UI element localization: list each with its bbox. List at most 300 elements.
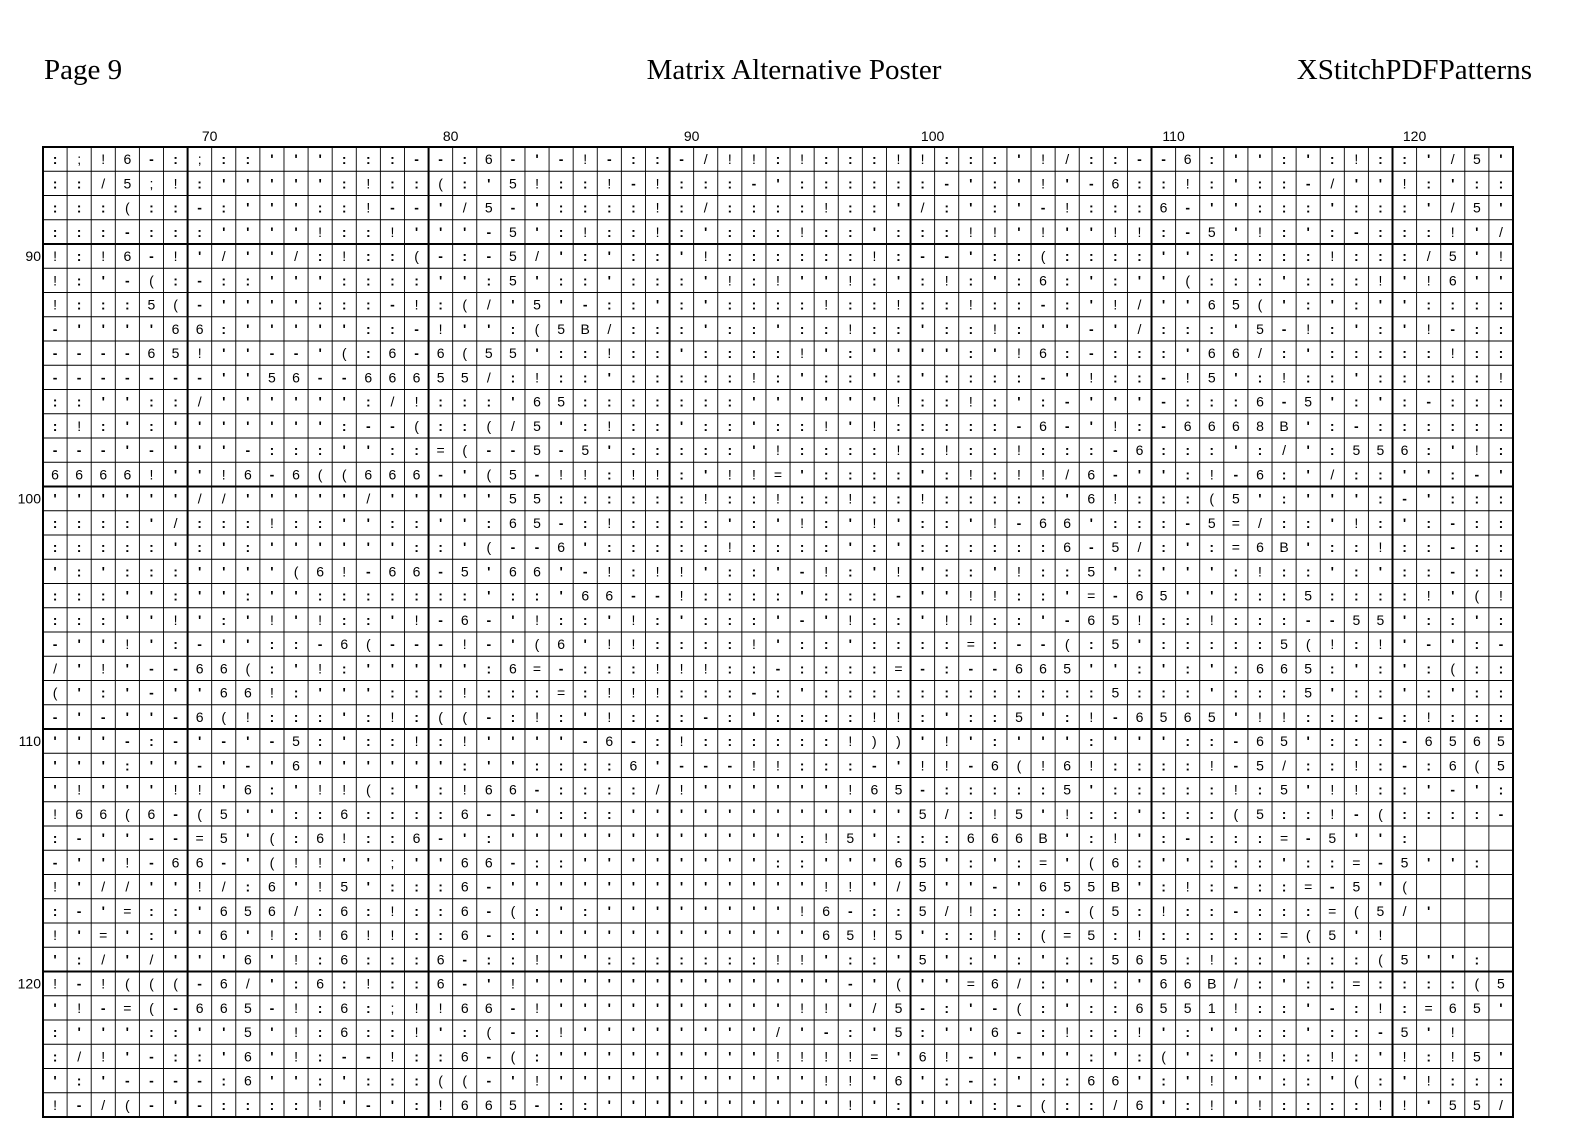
stitch-symbol: :: [751, 199, 757, 216]
stitch-symbol: :: [1354, 563, 1359, 580]
stitch-symbol: :: [125, 296, 130, 313]
stitch-symbol: 5: [1352, 611, 1361, 628]
stitch-symbol: 6: [316, 975, 325, 992]
stitch-symbol: :: [414, 539, 419, 556]
stitch-symbol: :: [799, 757, 805, 774]
stitch-symbol: !: [1113, 417, 1118, 434]
stitch-symbol: :: [582, 611, 588, 628]
stitch-symbol: 6: [1039, 272, 1047, 289]
stitch-symbol: -: [438, 151, 443, 168]
stitch-symbol: :: [414, 708, 419, 725]
stitch-symbol: -: [1281, 320, 1287, 337]
stitch-symbol: ': [824, 951, 828, 968]
stitch-symbol: ': [1234, 442, 1238, 459]
stitch-symbol: 5: [894, 1024, 903, 1041]
stitch-symbol: =: [1424, 999, 1433, 1016]
stitch-symbol: ': [872, 223, 877, 240]
stitch-symbol: !: [125, 854, 130, 871]
stitch-symbol: !: [1306, 320, 1311, 337]
stitch-symbol: ': [1426, 199, 1431, 216]
stitch-symbol: ': [824, 805, 828, 822]
stitch-symbol: :: [992, 442, 998, 459]
stitch-symbol: 5: [460, 563, 469, 580]
stitch-symbol: :: [992, 902, 998, 919]
stitch-symbol: !: [559, 1024, 564, 1041]
stitch-symbol: :: [1088, 248, 1094, 265]
stitch-symbol: ': [655, 854, 660, 871]
stitch-symbol: :: [847, 199, 853, 216]
stitch-symbol: ': [535, 223, 539, 240]
stitch-symbol: -: [582, 733, 588, 750]
stitch-symbol: :: [1378, 781, 1383, 798]
stitch-symbol: !: [1258, 223, 1262, 240]
stitch-symbol: :: [462, 587, 468, 604]
stitch-symbol: 6: [460, 902, 469, 919]
stitch-symbol: !: [679, 781, 684, 798]
stitch-symbol: -: [1378, 708, 1383, 725]
stitch-symbol: ': [583, 1072, 587, 1089]
stitch-symbol: ': [1282, 296, 1286, 313]
stitch-symbol: ': [945, 345, 949, 362]
stitch-symbol: ': [1041, 320, 1045, 337]
stitch-symbol: 6: [1183, 417, 1192, 434]
stitch-symbol: ': [1426, 1096, 1431, 1113]
stitch-symbol: ': [1065, 223, 1069, 240]
stitch-symbol: 6: [316, 563, 325, 580]
stitch-symbol: -: [149, 854, 154, 871]
stitch-symbol: :: [1088, 1024, 1094, 1041]
stitch-symbol: !: [390, 927, 395, 944]
stitch-symbol: !: [1209, 951, 1214, 968]
stitch-symbol: :: [823, 320, 829, 337]
stitch-symbol: 6: [316, 830, 325, 847]
stitch-symbol: ': [222, 1024, 226, 1041]
stitch-symbol: :: [582, 684, 588, 701]
stitch-symbol: :: [1040, 975, 1046, 992]
stitch-symbol: :: [1474, 417, 1480, 434]
stitch-symbol: ': [1475, 781, 1479, 798]
stitch-symbol: ': [1354, 175, 1359, 192]
stitch-symbol: ': [1426, 951, 1431, 968]
stitch-symbol: ': [173, 757, 178, 774]
stitch-symbol: !: [1330, 636, 1335, 653]
stitch-symbol: !: [1017, 466, 1021, 483]
stitch-symbol: ': [294, 611, 298, 628]
stitch-symbol: ': [655, 999, 660, 1016]
stitch-symbol: -: [125, 345, 130, 362]
stitch-symbol: (: [1402, 878, 1407, 895]
stitch-symbol: ;: [149, 175, 154, 192]
stitch-symbol: /: [776, 1024, 780, 1041]
stitch-symbol: -: [775, 660, 781, 677]
stitch-symbol: :: [920, 175, 925, 192]
stitch-symbol: ': [246, 369, 250, 386]
stitch-symbol: :: [1137, 660, 1142, 677]
stitch-symbol: ': [390, 490, 395, 507]
stitch-symbol: :: [992, 490, 998, 507]
stitch-symbol: ': [222, 393, 226, 410]
stitch-symbol: 5: [1400, 951, 1409, 968]
stitch-symbol: (: [486, 539, 492, 556]
stitch-symbol: :: [1329, 1024, 1335, 1041]
stitch-symbol: ': [294, 417, 298, 434]
stitch-symbol: ': [920, 1072, 925, 1089]
stitch-symbol: :: [847, 660, 853, 677]
stitch-symbol: !: [414, 393, 419, 410]
stitch-symbol: ': [366, 684, 370, 701]
stitch-symbol: 6: [557, 539, 566, 556]
stitch-symbol: ': [559, 733, 563, 750]
stitch-symbol: ': [1089, 514, 1093, 531]
column-number: 110: [1162, 128, 1185, 144]
stitch-symbol: ': [366, 878, 370, 895]
stitch-symbol: !: [1041, 223, 1046, 240]
stitch-symbol: ': [1137, 805, 1142, 822]
stitch-symbol: :: [1233, 927, 1239, 944]
stitch-symbol: ': [197, 1024, 202, 1041]
stitch-symbol: -: [390, 199, 395, 216]
stitch-symbol: :: [582, 757, 588, 774]
stitch-symbol: !: [607, 636, 612, 653]
stitch-symbol: :: [1257, 369, 1263, 386]
stitch-symbol: -: [847, 902, 853, 919]
stitch-symbol: 6: [990, 757, 999, 774]
stitch-symbol: :: [1209, 442, 1215, 459]
stitch-symbol: -: [679, 757, 684, 774]
stitch-symbol: :: [1016, 781, 1022, 798]
column-number: 120: [1402, 128, 1427, 144]
stitch-symbol: :: [438, 393, 443, 410]
stitch-symbol: -: [1040, 636, 1046, 653]
stitch-symbol: :: [1233, 587, 1239, 604]
stitch-symbol: ': [149, 878, 154, 895]
stitch-symbol: -: [100, 999, 106, 1016]
stitch-symbol: -: [365, 1096, 371, 1113]
stitch-symbol: -: [173, 369, 178, 386]
stitch-symbol: :: [390, 587, 395, 604]
stitch-symbol: :: [896, 369, 901, 386]
stitch-symbol: :: [76, 563, 82, 580]
stitch-symbol: =: [1063, 927, 1072, 944]
stitch-symbol: :: [1137, 175, 1142, 192]
stitch-symbol: 5: [1207, 223, 1216, 240]
stitch-symbol: ': [101, 272, 105, 289]
stitch-symbol: 6: [484, 999, 493, 1016]
stitch-symbol: :: [606, 466, 612, 483]
stitch-symbol: (: [438, 175, 443, 192]
stitch-symbol: !: [53, 878, 57, 895]
stitch-symbol: 6: [75, 805, 84, 822]
stitch-symbol: ': [1354, 320, 1359, 337]
stitch-symbol: :: [1257, 781, 1263, 798]
stitch-symbol: !: [896, 563, 901, 580]
row-number: 90: [25, 248, 41, 265]
stitch-symbol: -: [510, 151, 516, 168]
stitch-symbol: :: [944, 1072, 950, 1089]
stitch-symbol: :: [1450, 296, 1456, 313]
stitch-symbol: :: [992, 684, 998, 701]
stitch-symbol: :: [173, 902, 178, 919]
stitch-symbol: -: [486, 878, 492, 895]
stitch-symbol: -: [1474, 466, 1480, 483]
stitch-symbol: !: [583, 151, 588, 168]
stitch-symbol: :: [173, 272, 178, 289]
stitch-symbol: ': [920, 320, 925, 337]
stitch-symbol: 6: [147, 805, 156, 822]
stitch-symbol: ': [1378, 830, 1383, 847]
stitch-symbol: -: [1233, 878, 1239, 895]
stitch-symbol: :: [582, 660, 588, 677]
stitch-symbol: :: [52, 514, 58, 531]
stitch-symbol: :: [751, 272, 757, 289]
stitch-symbol: 5: [1448, 248, 1457, 265]
stitch-symbol: 6: [123, 248, 132, 265]
stitch-symbol: :: [1257, 272, 1263, 289]
stitch-symbol: /: [1330, 175, 1335, 192]
row-number: 120: [17, 975, 41, 992]
stitch-symbol: :: [341, 417, 347, 434]
stitch-symbol: ': [125, 393, 130, 410]
stitch-symbol: :: [631, 490, 636, 507]
stitch-symbol: /: [510, 417, 515, 434]
stitch-symbol: :: [1498, 490, 1504, 507]
stitch-symbol: :: [1402, 539, 1407, 556]
stitch-symbol: /: [920, 199, 925, 216]
stitch-symbol: :: [486, 951, 492, 968]
stitch-symbol: ': [1017, 151, 1021, 168]
stitch-symbol: -: [486, 636, 492, 653]
stitch-symbol: ': [1161, 248, 1166, 265]
stitch-symbol: ': [101, 490, 105, 507]
stitch-symbol: 5: [557, 393, 566, 410]
stitch-symbol: :: [775, 223, 781, 240]
stitch-symbol: 5: [1111, 636, 1120, 653]
stitch-symbol: !: [1209, 1072, 1214, 1089]
stitch-symbol: -: [534, 1096, 540, 1113]
stitch-symbol: 5: [147, 296, 156, 313]
stitch-symbol: :: [462, 1024, 468, 1041]
stitch-symbol: :: [1281, 151, 1287, 168]
stitch-symbol: :: [1161, 757, 1166, 774]
stitch-symbol: 1: [1207, 999, 1216, 1016]
stitch-symbol: :: [1281, 1072, 1287, 1089]
stitch-symbol: :: [1113, 805, 1118, 822]
stitch-symbol: ': [1402, 514, 1407, 531]
stitch-symbol: ': [1475, 272, 1479, 289]
stitch-symbol: :: [100, 514, 106, 531]
stitch-symbol: ': [197, 927, 202, 944]
stitch-symbol: !: [968, 611, 973, 628]
stitch-symbol: ': [848, 805, 852, 822]
stitch-symbol: :: [365, 296, 371, 313]
stitch-symbol: :: [944, 660, 950, 677]
stitch-symbol: -: [1161, 393, 1166, 410]
stitch-symbol: :: [1209, 320, 1215, 337]
stitch-symbol: ': [824, 272, 828, 289]
stitch-symbol: :: [1498, 320, 1504, 337]
stitch-symbol: :: [245, 151, 251, 168]
stitch-symbol: :: [390, 442, 395, 459]
stitch-symbol: :: [1281, 563, 1287, 580]
stitch-symbol: (: [1354, 1072, 1359, 1089]
stitch-symbol: ': [535, 151, 539, 168]
stitch-symbol: :: [872, 951, 877, 968]
stitch-symbol: -: [173, 660, 178, 677]
stitch-symbol: 5: [123, 175, 132, 192]
stitch-symbol: 6: [75, 466, 84, 483]
stitch-symbol: ': [246, 417, 250, 434]
stitch-symbol: ': [1378, 1048, 1383, 1065]
stitch-symbol: :: [390, 805, 395, 822]
stitch-symbol: :: [847, 684, 853, 701]
stitch-symbol: ': [679, 902, 684, 919]
stitch-symbol: !: [679, 660, 684, 677]
stitch-symbol: :: [823, 223, 829, 240]
stitch-symbol: ': [945, 587, 949, 604]
stitch-symbol: ': [752, 1024, 756, 1041]
stitch-symbol: :: [534, 854, 540, 871]
stitch-symbol: :: [365, 951, 371, 968]
stitch-symbol: ': [1499, 199, 1503, 216]
stitch-symbol: :: [655, 733, 660, 750]
stitch-symbol: 6: [509, 781, 517, 798]
stitch-symbol: ': [583, 1048, 587, 1065]
stitch-symbol: :: [799, 296, 805, 313]
stitch-symbol: :: [896, 636, 901, 653]
stitch-symbol: ': [583, 1024, 587, 1041]
stitch-symbol: 6: [219, 975, 228, 992]
stitch-symbol: ': [414, 757, 419, 774]
stitch-symbol: ': [679, 345, 684, 362]
stitch-symbol: 6: [1207, 296, 1216, 313]
stitch-symbol: :: [245, 514, 251, 531]
stitch-symbol: ': [1137, 393, 1142, 410]
stitch-symbol: ': [173, 466, 178, 483]
stitch-symbol: :: [872, 296, 877, 313]
stitch-symbol: ': [752, 781, 756, 798]
stitch-symbol: !: [776, 1048, 780, 1065]
stitch-symbol: 6: [219, 999, 228, 1016]
stitch-symbol: :: [1281, 514, 1287, 531]
stitch-symbol: -: [173, 1072, 178, 1089]
stitch-symbol: :: [1329, 417, 1335, 434]
stitch-symbol: 5: [171, 345, 180, 362]
stitch-symbol: !: [896, 151, 901, 168]
stitch-symbol: -: [76, 902, 82, 919]
stitch-symbol: -: [197, 272, 202, 289]
stitch-symbol: ': [463, 272, 467, 289]
stitch-symbol: 6: [412, 830, 421, 847]
stitch-symbol: :: [390, 272, 395, 289]
stitch-symbol: -: [173, 708, 178, 725]
stitch-symbol: :: [365, 902, 371, 919]
stitch-symbol: :: [438, 417, 443, 434]
stitch-symbol: 6: [340, 927, 349, 944]
stitch-symbol: :: [582, 805, 588, 822]
stitch-symbol: :: [414, 805, 419, 822]
stitch-symbol: (: [1233, 805, 1239, 822]
stitch-symbol: 6: [966, 830, 975, 847]
stitch-symbol: !: [824, 878, 829, 895]
stitch-symbol: !: [776, 272, 780, 289]
stitch-symbol: (: [125, 1096, 130, 1113]
stitch-symbol: :: [414, 514, 419, 531]
stitch-symbol: -: [510, 805, 516, 822]
stitch-symbol: !: [703, 660, 708, 677]
stitch-symbol: :: [582, 393, 588, 410]
stitch-symbol: 5: [1280, 733, 1288, 750]
stitch-symbol: -: [968, 660, 974, 677]
stitch-symbol: ': [704, 902, 708, 919]
stitch-symbol: 5: [1376, 442, 1385, 459]
stitch-symbol: =: [436, 442, 445, 459]
stitch-symbol: :: [149, 1024, 154, 1041]
stitch-symbol: :: [365, 345, 371, 362]
stitch-symbol: 5: [1448, 1096, 1457, 1113]
stitch-symbol: ': [583, 539, 587, 556]
stitch-symbol: :: [269, 781, 275, 798]
stitch-symbol: ': [414, 660, 419, 677]
stitch-symbol: ': [222, 951, 226, 968]
stitch-symbol: !: [559, 466, 564, 483]
stitch-symbol: :: [655, 393, 660, 410]
stitch-symbol: :: [462, 248, 468, 265]
stitch-symbol: :: [221, 320, 227, 337]
stitch-symbol: ': [1186, 296, 1190, 313]
stitch-symbol: ': [704, 223, 708, 240]
stitch-symbol: ': [511, 611, 515, 628]
stitch-symbol: :: [582, 490, 588, 507]
stitch-symbol: ': [438, 490, 443, 507]
stitch-symbol: :: [1305, 514, 1311, 531]
stitch-symbol: B: [1110, 878, 1121, 895]
stitch-symbol: ': [704, 1048, 708, 1065]
stitch-symbol: :: [703, 175, 709, 192]
stitch-symbol: :: [1088, 636, 1094, 653]
stitch-symbol: ': [1234, 320, 1238, 337]
stitch-symbol: /: [1499, 223, 1503, 240]
stitch-symbol: 6: [1039, 878, 1047, 895]
stitch-symbol: :: [1161, 1072, 1166, 1089]
stitch-symbol: ': [197, 466, 202, 483]
stitch-symbol: !: [245, 708, 250, 725]
row-number: 100: [17, 490, 41, 507]
stitch-symbol: ': [1402, 636, 1407, 653]
stitch-symbol: ': [197, 902, 202, 919]
stitch-symbol: 6: [51, 466, 59, 483]
stitch-symbol: -: [1161, 369, 1166, 386]
stitch-symbol: /: [294, 902, 298, 919]
stitch-symbol: ': [800, 587, 804, 604]
stitch-symbol: -: [1233, 902, 1239, 919]
stitch-symbol: ': [342, 393, 346, 410]
stitch-symbol: !: [751, 151, 756, 168]
stitch-symbol: ': [1089, 781, 1093, 798]
stitch-symbol: ': [318, 175, 322, 192]
stitch-symbol: :: [920, 272, 925, 289]
stitch-symbol: ': [270, 587, 274, 604]
stitch-symbol: ': [559, 951, 563, 968]
stitch-symbol: -: [1305, 175, 1311, 192]
stitch-symbol: :: [823, 708, 829, 725]
stitch-symbol: :: [606, 393, 612, 410]
stitch-symbol: -: [1378, 1024, 1383, 1041]
stitch-symbol: ': [1234, 1096, 1238, 1113]
stitch-symbol: :: [1329, 757, 1335, 774]
stitch-symbol: ': [1354, 927, 1359, 944]
stitch-symbol: :: [100, 684, 106, 701]
stitch-symbol: ': [704, 927, 708, 944]
